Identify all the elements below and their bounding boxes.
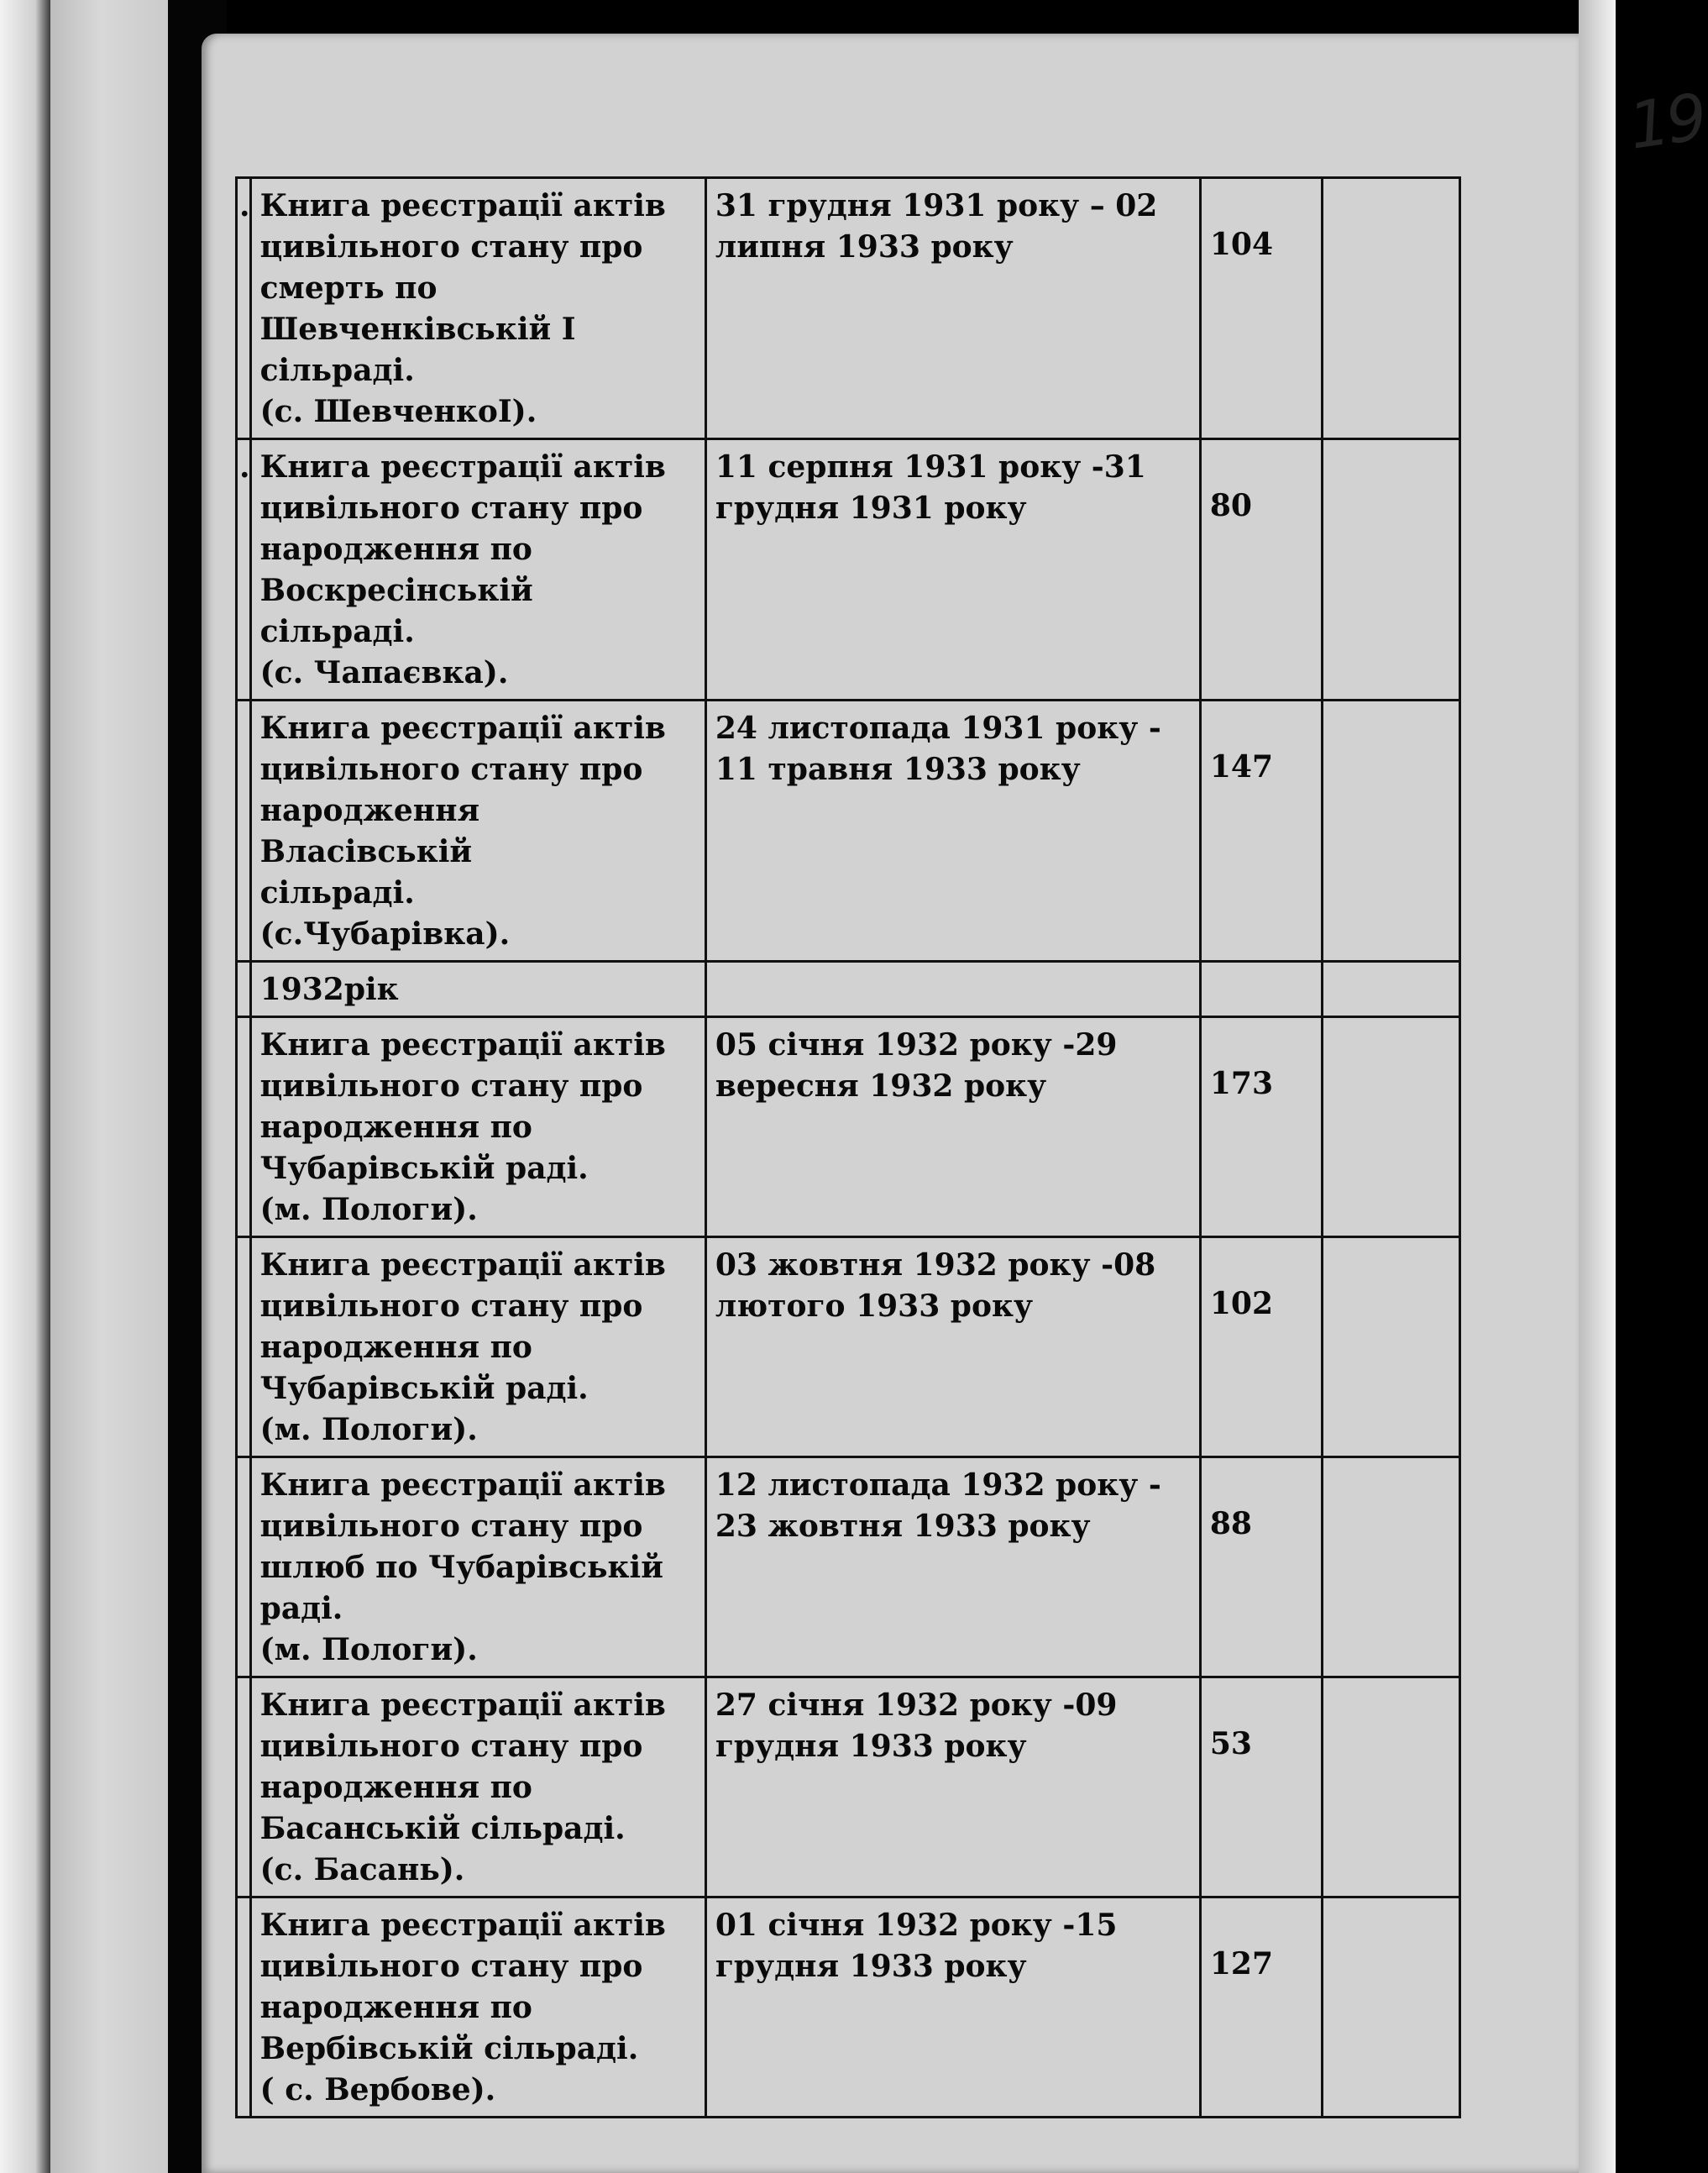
period-cell: 12 листопада 1932 року - 23 жовтня 1933 року <box>705 1457 1200 1677</box>
sheet-count: 102 <box>1209 1286 1274 1321</box>
register-table <box>235 176 1461 2118</box>
row-number-marker: . <box>239 449 250 485</box>
book-title-cell: Книга реєстрації актів цивільного стану про смерть по Шевченківській І сільраді. (с. ШевченкоІ). <box>250 178 705 439</box>
notes-cell <box>1322 439 1459 701</box>
row-number-cell <box>237 1897 251 2118</box>
sheet-count: 53 <box>1209 1726 1252 1761</box>
table-row <box>237 439 1460 701</box>
book-title-cell: Книга реєстрації актів цивільного стану про народження по Воскресінській сільраді. (с. Чапаєвка). <box>250 439 705 701</box>
year-heading-row <box>237 962 1460 1017</box>
book-title-cell: Книга реєстрації актів цивільного стану про народження по Вербівській сільраді. ( с. Вербове). <box>250 1897 705 2118</box>
notes-cell <box>1322 1677 1459 1897</box>
notes-cell <box>1322 701 1459 962</box>
sheet-count-cell <box>1200 439 1322 701</box>
table-row <box>237 1457 1460 1677</box>
row-number-cell <box>237 439 251 701</box>
sheet-count: 127 <box>1209 1946 1274 1981</box>
book-title-cell: Книга реєстрації актів цивільного стану про шлюб по Чубарівській раді. (м. Пологи). <box>250 1457 705 1677</box>
sheet-count-cell <box>1200 178 1322 439</box>
row-number-cell <box>237 1017 251 1237</box>
sheet-count: 173 <box>1209 1066 1274 1101</box>
page-number: 19 <box>1624 79 1708 164</box>
book-title-cell: Книга реєстрації актів цивільного стану про народження по Чубарівській раді. (м. Пологи). <box>250 1017 705 1237</box>
sheet-count-cell <box>1200 1237 1322 1457</box>
notes-cell <box>1322 178 1459 439</box>
row-number-marker: . <box>239 188 250 223</box>
row-number-cell <box>237 1677 251 1897</box>
period-cell: 31 грудня 1931 року – 02 липня 1933 року <box>705 178 1200 439</box>
sheet-count-cell <box>1200 701 1322 962</box>
notes-cell <box>1322 962 1459 1017</box>
row-number-cell <box>237 701 251 962</box>
sheet-count-cell <box>1200 1457 1322 1677</box>
count-cell <box>1200 962 1322 1017</box>
period-cell: 24 листопада 1931 року - 11 травня 1933 року <box>705 701 1200 962</box>
notes-cell <box>1322 1017 1459 1237</box>
scan-background-left <box>0 0 50 2173</box>
sheet-count: 104 <box>1209 227 1274 262</box>
period-cell: 11 серпня 1931 року -31 грудня 1931 року <box>705 439 1200 701</box>
notes-cell <box>1322 1897 1459 2118</box>
sheet-count: 80 <box>1209 488 1252 523</box>
row-number-cell <box>237 1237 251 1457</box>
period-cell: 27 січня 1932 року -09 грудня 1933 року <box>705 1677 1200 1897</box>
sheet-count-cell <box>1200 1677 1322 1897</box>
table-row <box>237 1897 1460 2118</box>
book-title-cell: Книга реєстрації актів цивільного стану про народження по Чубарівській раді. (м. Пологи). <box>250 1237 705 1457</box>
sheet-count-cell <box>1200 1897 1322 2118</box>
table-row <box>237 1237 1460 1457</box>
period-cell: 01 січня 1932 року -15 грудня 1933 року <box>705 1897 1200 2118</box>
underlying-page-edge <box>50 0 176 2173</box>
notes-cell <box>1322 1457 1459 1677</box>
table-row <box>237 1677 1460 1897</box>
period-cell: 03 жовтня 1932 року -08 лютого 1933 року <box>705 1237 1200 1457</box>
row-number-cell <box>237 962 251 1017</box>
book-title-cell: Книга реєстрації актів цивільного стану про народження Власівській сільраді. (с.Чубарівка). <box>250 701 705 962</box>
table-row <box>237 178 1460 439</box>
notes-cell <box>1322 1237 1459 1457</box>
scan-background-right <box>1579 0 1616 2173</box>
row-number-cell <box>237 1457 251 1677</box>
sheet-count: 88 <box>1209 1506 1252 1541</box>
year-heading: 1932рік <box>250 962 705 1017</box>
period-cell: 05 січня 1932 року -29 вересня 1932 року <box>705 1017 1200 1237</box>
book-title-cell: Книга реєстрації актів цивільного стану про народження по Басанській сільраді. (с. Басань). <box>250 1677 705 1897</box>
sheet-count-cell <box>1200 1017 1322 1237</box>
period-cell <box>705 962 1200 1017</box>
register-table-body <box>237 178 1460 2118</box>
row-number-cell <box>237 178 251 439</box>
table-row <box>237 701 1460 962</box>
table-row <box>237 1017 1460 1237</box>
sheet-count: 147 <box>1209 749 1274 785</box>
